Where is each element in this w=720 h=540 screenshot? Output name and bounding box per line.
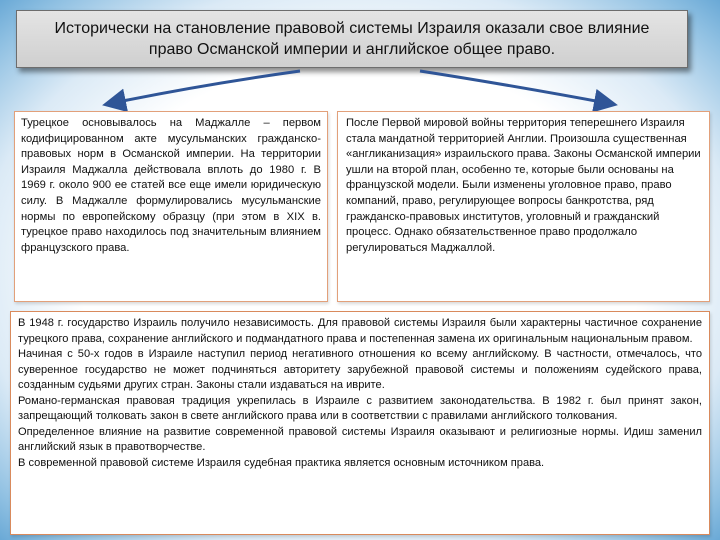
modern-law-box (10, 311, 710, 535)
slide-title (16, 10, 688, 68)
slide-title-text: Исторически на становление правовой системы Израиля оказали свое влияние право Османской империи и английское общее право. (54, 20, 650, 58)
ottoman-law-box (14, 111, 328, 302)
paragraph: В 1948 г. государство Израиль получило независимость. Для правовой системы Израиля были характерны частичное сохранение турецкого права, сохранение английского и подмандатного права и постепенная замена их оригинальным национальным правом. (18, 317, 702, 345)
paragraph: Начиная с 50-х годов в Израиле наступил период негативного отношения ко всему английскому. В частности, отмечалось, что суверенное государство не может подчиняться авторитету зарубежной правовой системы и положениям судейского права, созданным судьями других стран. Законы стали издаваться на иврите. (18, 348, 702, 391)
ottoman-law-text: Турецкое основывалось на Маджалле – первом кодифицированном акте мусульманских гражданско-правовых норм в Османской империи. На территории Израиля Маджалла действовала вплоть до 1980 г. В 1969 г. около 900 ее статей все еще имели юридическую силу. В Маджалле формулировались мусульманские нормы по европейскому образцу (при этом в XIX в. турецкое право находилось под значительным влиянием французского права. (21, 117, 321, 254)
paragraph: В современной правовой системе Израиля судебная практика является основным источником права. (18, 456, 545, 469)
english-law-text: После Первой мировой войны территория теперешнего Израиля стала мандатной территорией Англии. Произошла существенная «англиканизация» израильского права. Законы Османской империи ушли на второй план, особенно те, которые были основаны на французской модели. Были изменены уголовное право, право компаний, право, регулирующее вопросы банкротства, ряд гражданско-правовых институтов, уголовный и гражданский процесс. Однако обязательственное право продолжало регулироваться Маджаллой. (346, 117, 701, 254)
paragraph: Определенное влияние на развитие современной правовой системы Израиля оказывают и религиозные нормы. Идиш заменил английский язык в правотворчестве. (18, 425, 702, 453)
paragraph: Романо-германская правовая традиция укрепилась в Израиле с развитием законодательства. В 1982 г. был принят закон, запрещающий толковать закон в свете английского права или в соответствии с правилами английского толкования. (18, 394, 702, 422)
english-law-box (337, 111, 710, 302)
